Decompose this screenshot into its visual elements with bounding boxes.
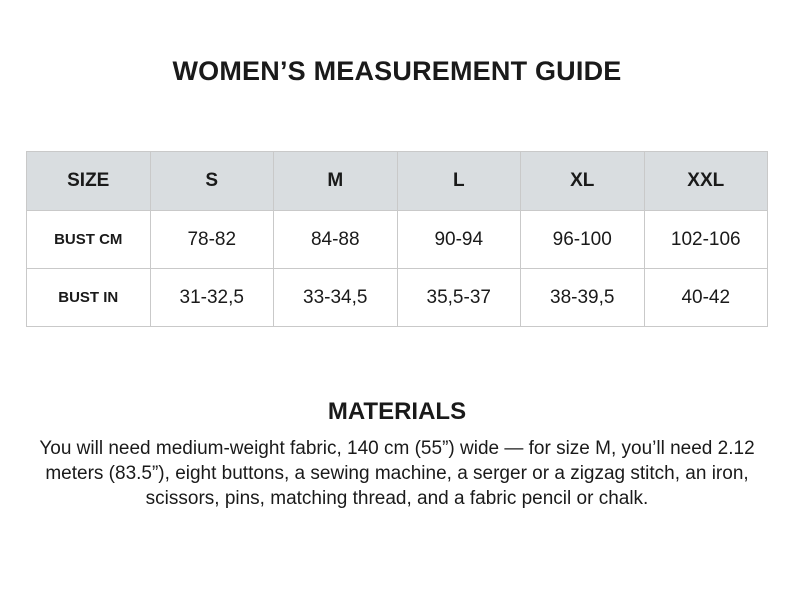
- header-xxl: XXL: [644, 152, 768, 211]
- table-header: [27, 152, 768, 211]
- table-cell: 38-39,5: [521, 269, 645, 327]
- row-label: BUST IN: [27, 269, 151, 327]
- table-cell: 35,5-37: [397, 269, 521, 327]
- table-cell: 102-106: [644, 211, 768, 269]
- table-cell: 40-42: [644, 269, 768, 327]
- table-cell: 33-34,5: [274, 269, 398, 327]
- table-cell: 78-82: [150, 211, 274, 269]
- materials-heading: MATERIALS: [327, 398, 467, 425]
- table-cell: 96-100: [521, 211, 645, 269]
- table-cell: 84-88: [274, 211, 398, 269]
- header-m: M: [274, 152, 398, 211]
- table-cell: 90-94: [397, 211, 521, 269]
- header-l: L: [397, 152, 521, 211]
- measurement-table: [26, 151, 768, 327]
- page-title: WOMEN’S MEASUREMENT GUIDE: [172, 56, 622, 86]
- table-body: [27, 211, 768, 327]
- header-xl: XL: [521, 152, 645, 211]
- materials-text: You will need medium-weight fabric, 140 cm (55”) wide — for size M, you’ll need 2.12 meters (83.5”), eight buttons, a sewing machine, a serger or a zigzag stitch, an iron, scissors, pins, matching thread, and a fabric pencil or chalk.: [39, 438, 755, 509]
- table-row-bust-cm: [27, 211, 768, 269]
- table-cell: 31-32,5: [150, 269, 274, 327]
- header-size: SIZE: [27, 152, 151, 211]
- row-label: BUST CM: [27, 211, 151, 269]
- header-row: [27, 152, 768, 211]
- table-row-bust-in: [27, 269, 768, 327]
- header-s: S: [150, 152, 274, 211]
